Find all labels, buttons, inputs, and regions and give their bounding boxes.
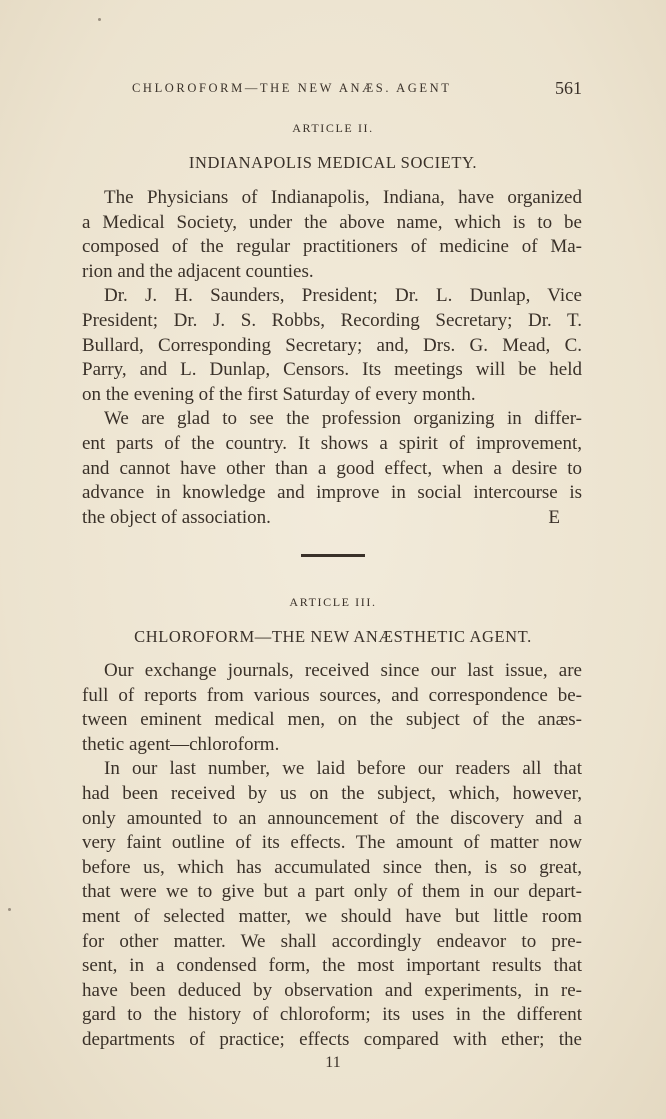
text-line: tween eminent medical men, on the subject of the anæs- <box>82 709 582 731</box>
text-line: that were we to give but a part only of them in our depart- <box>82 881 582 903</box>
text-line: Parry, and L. Dunlap, Censors. Its meetings will be held <box>82 359 582 381</box>
text-line: departments of practice; effects compared with ether; the <box>82 1028 582 1050</box>
text-line: rion and the adjacent counties. <box>82 260 314 282</box>
text-line-with-signature <box>82 506 582 531</box>
page-number: 561 <box>555 78 582 98</box>
ink-speck <box>98 18 101 21</box>
text-line: have been deduced by observation and experiments, in re- <box>82 979 582 1001</box>
signature-folio: 11 <box>325 1054 341 1071</box>
text-line: had been received by us on the subject, which, however, <box>82 782 582 804</box>
article-3-body <box>82 659 582 1053</box>
text-line: ment of selected matter, we should have but little room <box>82 905 582 927</box>
text-line: full of reports from various sources, and correspondence be- <box>82 684 582 706</box>
text-line: Dr. J. H. Saunders, President; Dr. L. Dunlap, Vice <box>104 285 582 307</box>
text-line: only amounted to an announcement of the discovery and a <box>82 807 582 829</box>
text-line: We are glad to see the profession organizing in differ- <box>104 408 582 430</box>
article-2-title: INDIANAPOLIS MEDICAL SOCIETY. <box>188 153 478 172</box>
article-2-body <box>82 186 582 530</box>
text-line: for other matter. We shall accordingly endeavor to pre- <box>82 930 582 952</box>
text-line: Our exchange journals, received since our last issue, are <box>104 660 582 681</box>
section-divider <box>301 554 365 557</box>
text-line: sent, in a condensed form, the most important results that <box>82 955 582 977</box>
author-signature: E <box>548 506 560 528</box>
text-line: Bullard, Corresponding Secretary; and, Drs. G. Mead, C. <box>82 334 582 356</box>
text-line: ent parts of the country. It shows a spirit of improvement, <box>82 432 582 454</box>
text-line: In our last number, we laid before our readers all that <box>104 758 582 780</box>
article-3-title: CHLOROFORM—THE NEW ANÆSTHETIC AGENT. <box>134 627 532 646</box>
text-line: before us, which has accumulated since then, is so great, <box>82 856 582 878</box>
text-line: very faint outline of its effects. The amount of matter now <box>82 832 582 854</box>
text-line: composed of the regular practitioners of medicine of Ma- <box>82 236 582 258</box>
text-line: and cannot have other than a good effect, when a desire to <box>82 457 582 479</box>
running-head <box>132 78 582 100</box>
ink-speck <box>8 908 11 911</box>
text-line: President; Dr. J. S. Robbs, Recording Secretary; Dr. T. <box>82 309 582 331</box>
text-line: the object of association. <box>82 506 271 528</box>
text-line: a Medical Society, under the above name, which is to be <box>82 211 582 233</box>
text-line: thetic agent—chloroform. <box>82 733 280 755</box>
text-line: The Physicians of Indianapolis, Indiana, have organized <box>104 187 582 208</box>
text-line: on the evening of the first Saturday of every month. <box>82 383 476 405</box>
running-head-title: CHLOROFORM—THE NEW ANÆS. AGENT <box>132 81 452 95</box>
text-line: gard to the history of chloroform; its uses in the different <box>82 1004 582 1026</box>
article-2-label: ARTICLE II. <box>292 121 374 135</box>
text-line: advance in knowledge and improve in social intercourse is <box>82 482 582 504</box>
article-3-label: ARTICLE III. <box>289 595 377 609</box>
